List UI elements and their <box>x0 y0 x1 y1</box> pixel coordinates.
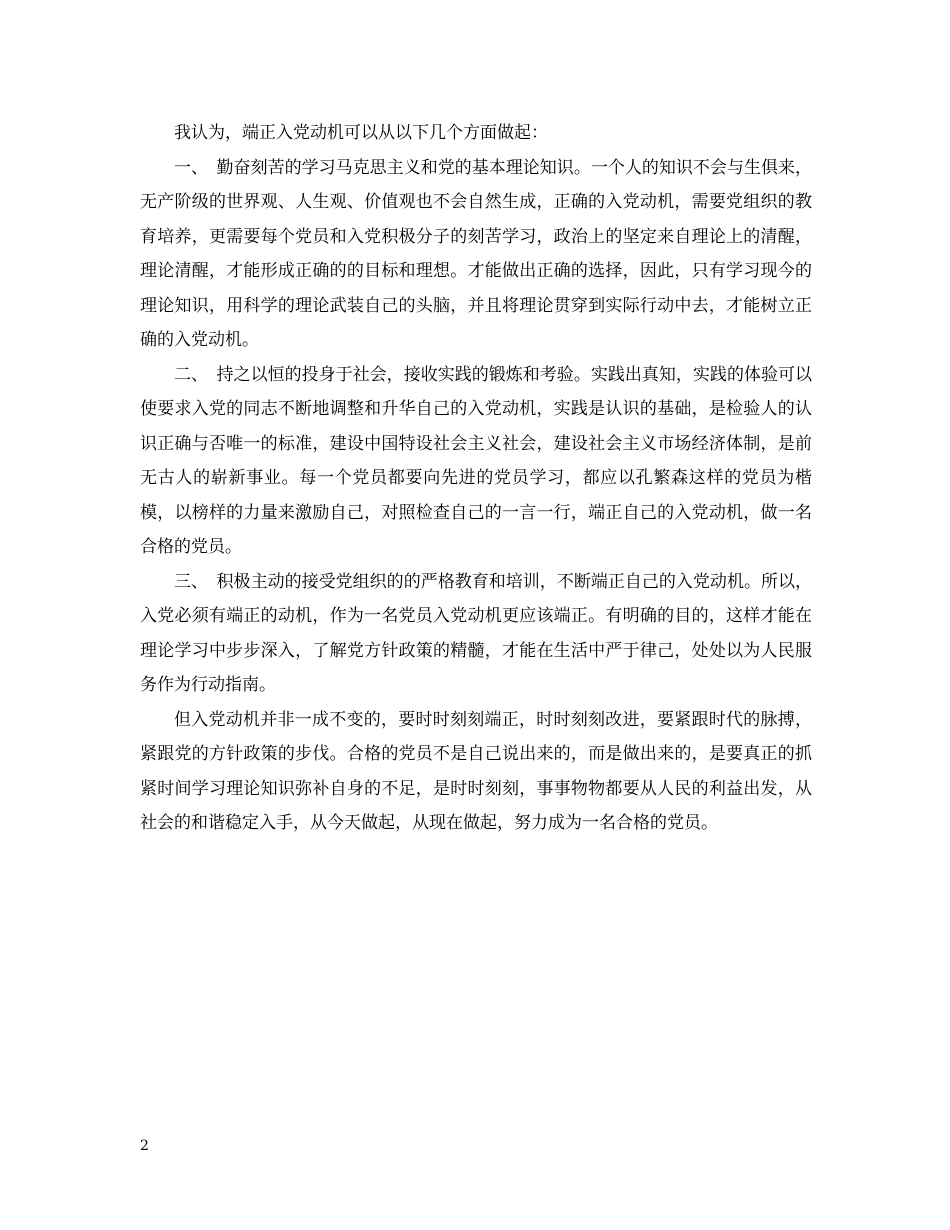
point-three-paragraph: 三、 积极主动的接受党组织的的严格教育和培训，不断端正自己的入党动机。所以，入党必须有端正的动机，作为一名党员入党动机更应该端正。有明确的目的，这样才能在理论学习中步步深入，了解党方针政策的精髓，才能在生活中严于律己，处处以为人民服务作为行动指南。 <box>140 571 812 695</box>
point-two-paragraph: 二、 持之以恒的投身于社会，接收实践的锻炼和考验。实践出真知，实践的体验可以使要求入党的同志不断地调整和升华自己的入党动机，实践是认识的基础，是检验人的认识正确与否唯一的标准，建设中国特设社会主义社会，建设社会主义市场经济体制，是前无古人的崭新事业。每一个党员都要向先进的党员学习，都应以孔繁森这样的党员为楷模，以榜样的力量来激励自己，对照检查自己的一言一行，端正自己的入党动机，做一名合格的党员。 <box>140 364 812 557</box>
point-one-paragraph: 一、 勤奋刻苦的学习马克思主义和党的基本理论知识。一个人的知识不会与生俱来，无产阶级的世界观、人生观、价值观也不会自然生成，正确的入党动机，需要党组织的教育培养，更需要每个党员和入党积极分子的刻苦学习，政治上的坚定来自理论上的清醒，理论清醒，才能形成正确的的目标和理想。才能做出正确的选择，因此，只有学习现今的理论知识，用科学的理论武装自己的头脑，并且将理论贯穿到实际行动中去，才能树立正确的入党动机。 <box>140 157 812 350</box>
intro-paragraph: 我认为，端正入党动机可以从以下几个方面做起： <box>174 123 548 143</box>
document-body <box>140 116 812 841</box>
conclusion-paragraph: 但入党动机并非一成不变的，要时时刻刻端正，时时刻刻改进，要紧跟时代的脉搏，紧跟党的方针政策的步伐。合格的党员不是自己说出来的，而是做出来的，是要真正的抓紧时间学习理论知识弥补自身的不足，是时时刻刻，事事物物都要从人民的利益出发，从社会的和谐稳定入手，从今天做起，从现在做起，努力成为一名合格的党员。 <box>140 709 812 833</box>
page-number: 2 <box>140 1138 149 1154</box>
